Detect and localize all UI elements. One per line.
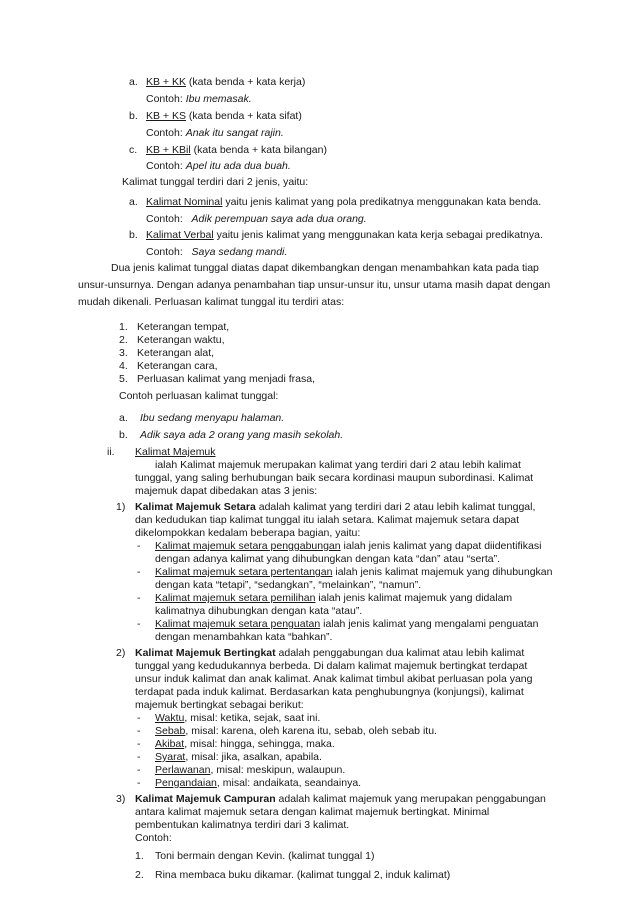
term-desc: adalah kalimat yang terdiri dari 2 atau lebih kalimat tunggal, bbox=[255, 501, 536, 513]
paragraph-line: tunggal, yang saling berhubungan baik secara kordinasi maupun subordinasi. Kalimat bbox=[135, 472, 534, 484]
term-desc: ialah jenis kalimat yang dapat diidentifikasi bbox=[340, 540, 542, 552]
example-label: Contoh: bbox=[146, 246, 183, 258]
list-item bbox=[155, 540, 541, 553]
list-marker: 2. bbox=[119, 334, 128, 346]
paragraph-line: majemuk bertingkat sebagai berikut: bbox=[135, 699, 304, 711]
list-marker: 5. bbox=[119, 373, 128, 385]
term-desc: , misal: meskipun, walaupun. bbox=[210, 764, 346, 776]
dash-marker: - bbox=[137, 764, 141, 776]
list-marker: 2. bbox=[135, 869, 144, 881]
paragraph-line: unsur-unsurnya. Dengan adanya penambahan tiap unsur-unsur itu, unsur utama masih dapat dengan bbox=[78, 279, 551, 291]
list-item bbox=[155, 777, 361, 790]
example-line bbox=[146, 93, 252, 106]
example-line bbox=[146, 213, 367, 226]
list-marker: a. bbox=[129, 76, 138, 88]
example-text: Ibu sedang menyapu halaman. bbox=[140, 412, 285, 424]
paragraph-line: Contoh: bbox=[135, 832, 172, 844]
term-desc: , misal: andaikata, seandainya. bbox=[216, 777, 362, 789]
term-desc: ialah jenis kalimat majemuk yang dihubungkan bbox=[332, 566, 553, 578]
paragraph-line: dengan menambahkan kata “bahkan”. bbox=[155, 631, 333, 643]
dash-marker: - bbox=[137, 712, 141, 724]
term: KB + KS bbox=[146, 110, 186, 122]
roman-marker: ii. bbox=[107, 446, 115, 458]
term-desc: , misal: ketika, sejak, saat ini. bbox=[184, 712, 321, 724]
paragraph-line: kalimatnya dihubungkan dengan kata “atau”. bbox=[155, 605, 363, 617]
term: Sebab bbox=[155, 725, 186, 737]
paragraph-line: majemuk dapat dibedakan atas 3 jenis: bbox=[135, 485, 318, 497]
term-desc: (kata benda + kata kerja) bbox=[185, 76, 306, 88]
paragraph-line: unsur induk kalimat dan anak kalimat. Anak kalimat timbul akibat perluasan pola yang bbox=[135, 673, 533, 685]
list-marker: 2) bbox=[116, 647, 126, 659]
dash-marker: - bbox=[137, 592, 141, 604]
list-item bbox=[155, 764, 345, 777]
term-desc: adalah penggabungan dua kalimat atau lebih kalimat bbox=[275, 647, 525, 659]
paragraph-line: dengan adanya kalimat yang dihubungkan dengan kata “dan” atau “serta”. bbox=[155, 553, 500, 565]
list-item bbox=[155, 618, 539, 631]
list-item: Keterangan cara, bbox=[137, 360, 218, 372]
list-item bbox=[155, 712, 320, 725]
dash-marker: - bbox=[137, 777, 141, 789]
term-desc: (kata benda + kata bilangan) bbox=[190, 144, 327, 156]
dash-marker: - bbox=[137, 618, 141, 630]
list-item bbox=[146, 144, 327, 157]
example-text: Anak itu sangat rajin. bbox=[185, 127, 284, 139]
example-text: Adik perempuan saya ada dua orang. bbox=[191, 213, 367, 225]
list-marker: b. bbox=[129, 110, 138, 122]
list-marker: 4. bbox=[119, 360, 128, 372]
paragraph-line: dan kedudukan tiap kalimat tunggal itu ialah setara. Kalimat majemuk setara dapat bbox=[135, 514, 520, 526]
term: Kalimat majemuk setara penggabungan bbox=[155, 540, 341, 552]
example-text: Apel itu ada dua buah. bbox=[185, 160, 291, 172]
paragraph-line: terdapat pada induk kalimat. Berdasarkan kata penghubungnya (konjungsi), kalimat bbox=[135, 686, 524, 698]
paragraph-line: Dua jenis kalimat tunggal diatas dapat dikembangkan dengan menambahkan kata pada tiap bbox=[111, 262, 539, 274]
list-item bbox=[155, 592, 512, 605]
list-marker: 1) bbox=[116, 501, 126, 513]
jenis-intro: Kalimat tunggal terdiri dari 2 jenis, yaitu: bbox=[122, 176, 309, 188]
term: KB + KK bbox=[146, 76, 186, 88]
example-text: Saya sedang mandi. bbox=[191, 246, 288, 258]
term: Kalimat majemuk setara penguatan bbox=[155, 618, 321, 630]
example-label: Contoh: bbox=[146, 160, 183, 172]
example-text: Ibu memasak. bbox=[185, 93, 252, 105]
paragraph-line: antara kalimat majemuk setara dengan kalimat majemuk bertingkat. Minimal bbox=[135, 806, 490, 818]
paragraph-line: dengan kata “tetapi”, “sedangkan”, “melainkan”, “namun”. bbox=[155, 579, 422, 591]
example-label: Contoh: bbox=[146, 127, 183, 139]
paragraph-line: pembentukan kalimatnya terdiri dari 3 kalimat. bbox=[135, 819, 350, 831]
dash-marker: - bbox=[137, 566, 141, 578]
list-marker: 1. bbox=[119, 321, 128, 333]
list-item: Keterangan tempat, bbox=[137, 321, 230, 333]
dash-marker: - bbox=[137, 725, 141, 737]
example-line bbox=[146, 246, 287, 259]
term: Kalimat majemuk setara pertentangan bbox=[155, 566, 333, 578]
term: KB + KBil bbox=[146, 144, 191, 156]
term: Waktu bbox=[155, 712, 185, 724]
term: Kalimat Majemuk Bertingkat bbox=[135, 647, 276, 659]
term-desc: , misal: hingga, sehingga, maka. bbox=[184, 738, 335, 750]
paragraph-line: tunggal yang kedudukannya berbeda. Di dalam kalimat majemuk bertingkat terdapat bbox=[135, 660, 528, 672]
list-item bbox=[155, 751, 322, 764]
term: Akibat bbox=[155, 738, 185, 750]
list-marker: a. bbox=[129, 196, 138, 208]
term: Syarat bbox=[155, 751, 186, 763]
term: Kalimat Majemuk Setara bbox=[135, 501, 256, 513]
term-desc: , misal: karena, oleh karena itu, sebab, oleh sebab itu. bbox=[185, 725, 437, 737]
list-item bbox=[155, 725, 437, 738]
paragraph-line: mudah dikenali. Perluasan kalimat tunggal itu terdiri atas: bbox=[78, 296, 345, 308]
list-item: Keterangan waktu, bbox=[137, 334, 225, 346]
contoh-perluasan: Contoh perluasan kalimat tunggal: bbox=[119, 390, 279, 402]
list-item: Perluasan kalimat yang menjadi frasa, bbox=[137, 373, 316, 385]
list-item bbox=[155, 566, 552, 579]
term-desc: yaitu jenis kalimat yang pola predikatnya menggunakan kata benda. bbox=[222, 196, 542, 208]
list-item: Toni bermain dengan Kevin. (kalimat tunggal 1) bbox=[155, 850, 375, 862]
list-marker: 3) bbox=[116, 793, 126, 805]
term-desc: yaitu jenis kalimat yang menggunakan kata kerja sebagai predikatnya. bbox=[213, 229, 543, 241]
list-item bbox=[135, 501, 535, 514]
list-item bbox=[146, 229, 543, 242]
list-marker: 1. bbox=[135, 850, 144, 862]
term: Kalimat Nominal bbox=[146, 196, 223, 208]
example-label: Contoh: bbox=[146, 213, 183, 225]
example-label: Contoh: bbox=[146, 93, 183, 105]
list-marker: b. bbox=[119, 429, 128, 441]
list-item: Keterangan alat, bbox=[137, 347, 215, 359]
list-item bbox=[146, 76, 305, 89]
list-item bbox=[135, 793, 546, 806]
list-marker: c. bbox=[129, 144, 138, 156]
term-desc: , misal: jika, asalkan, apabila. bbox=[185, 751, 322, 763]
term: Perlawanan bbox=[155, 764, 211, 776]
dash-marker: - bbox=[137, 751, 141, 763]
list-item bbox=[146, 110, 302, 123]
section-heading: Kalimat Majemuk bbox=[135, 446, 216, 458]
term-desc: ialah jenis kalimat majemuk yang didalam bbox=[315, 592, 513, 604]
list-marker: a. bbox=[119, 412, 128, 424]
paragraph-line: dikelompokkan kedalam beberapa bagian, yaitu: bbox=[135, 527, 361, 539]
term: Kalimat Verbal bbox=[146, 229, 214, 241]
list-item bbox=[155, 738, 335, 751]
list-item bbox=[135, 647, 524, 660]
list-item: Rina membaca buku dikamar. (kalimat tunggal 2, induk kalimat) bbox=[155, 869, 451, 881]
term: Kalimat Majemuk Campuran bbox=[135, 793, 276, 805]
term: Kalimat majemuk setara pemilihan bbox=[155, 592, 316, 604]
dash-marker: - bbox=[137, 738, 141, 750]
example-text: Adik saya ada 2 orang yang masih sekolah. bbox=[140, 429, 344, 441]
list-marker: 3. bbox=[119, 347, 128, 359]
term-desc: (kata benda + kata sifat) bbox=[185, 110, 302, 122]
dash-marker: - bbox=[137, 540, 141, 552]
example-line bbox=[146, 160, 291, 173]
term-desc: ialah jenis kalimat yang mengalami penguatan bbox=[320, 618, 539, 630]
term-desc: adalah kalimat majemuk yang merupakan penggabungan bbox=[275, 793, 546, 805]
example-line bbox=[146, 127, 284, 140]
term: Pengandaian bbox=[155, 777, 217, 789]
paragraph-line: ialah Kalimat majemuk merupakan kalimat yang terdiri dari 2 atau lebih kalimat bbox=[155, 459, 521, 471]
list-marker: b. bbox=[129, 229, 138, 241]
list-item bbox=[146, 196, 541, 209]
